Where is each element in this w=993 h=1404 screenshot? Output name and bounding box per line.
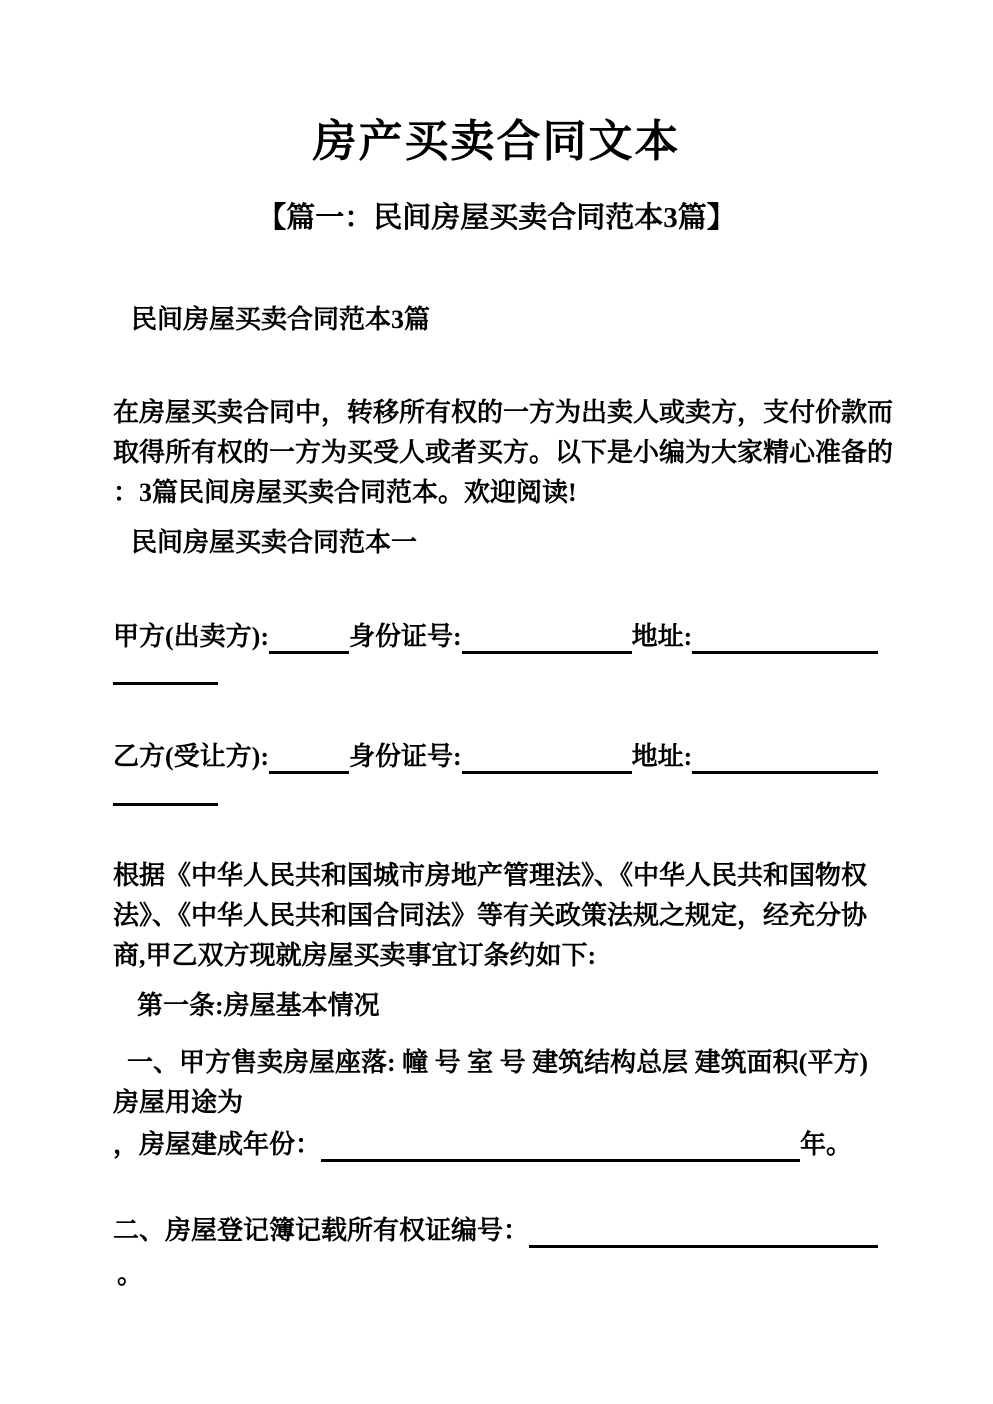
article1-heading: 第一条:房屋基本情况	[137, 991, 380, 1020]
party-a-addr-blank	[692, 621, 878, 654]
intro-paragraph-line: 在房屋买卖合同中，转移所有权的一方为出卖人或卖方，支付价款而	[113, 398, 894, 427]
party-b-addr-label: 地址:	[631, 742, 693, 771]
clause2-label: 二、房屋登记簿记载所有权证编号：	[113, 1216, 530, 1245]
party-a-addr-blank-continuation	[113, 682, 218, 685]
party-b-id-label: 身份证号:	[348, 742, 462, 771]
intro-paragraph-line: ：3篇民间房屋买卖合同范本。欢迎阅读!	[113, 478, 577, 507]
party-a-name-label: 甲方(出卖方):	[113, 622, 269, 651]
section-heading-sample1: 民间房屋买卖合同范本一	[131, 528, 418, 557]
legal-paragraph-line: 商,甲乙双方现就房屋买卖事宜订条约如下:	[113, 941, 597, 970]
trailing-period: 。	[117, 1260, 144, 1289]
legal-paragraph-line: 根据《中华人民共和国城市房地产管理法》、《中华人民共和国物权	[113, 861, 868, 890]
page-title: 房产买卖合同文本	[312, 117, 681, 166]
clause1-year-blank	[321, 1129, 800, 1162]
party-b-row	[113, 736, 878, 774]
party-a-id-label: 身份证号:	[348, 622, 462, 651]
party-a-name-blank	[269, 621, 349, 654]
party-a-row	[113, 616, 878, 654]
party-a-id-blank	[462, 621, 632, 654]
clause1-year-label: ，房屋建成年份：	[113, 1130, 322, 1159]
party-b-name-label: 乙方(受让方):	[113, 742, 269, 771]
party-b-name-blank	[269, 741, 349, 774]
party-b-addr-blank-continuation	[113, 803, 218, 806]
legal-paragraph-line: 法》、《中华人民共和国合同法》等有关政策法规之规定，经充分协	[113, 901, 868, 930]
party-b-addr-blank	[692, 741, 878, 774]
clause1-line2: 房屋用途为	[113, 1088, 244, 1117]
clause1-line1: 一、甲方售卖房屋座落: 幢 号 室 号 建筑结构总层 建筑面积(平方)	[127, 1048, 868, 1077]
party-a-addr-label: 地址:	[631, 622, 693, 651]
clause2-row	[113, 1210, 878, 1248]
page-subtitle: 【篇一：民间房屋买卖合同范本3篇】	[257, 202, 736, 234]
section-heading-intro: 民间房屋买卖合同范本3篇	[131, 305, 431, 334]
clause1-year-row	[113, 1126, 852, 1162]
clause1-year-suffix: 年。	[799, 1130, 852, 1159]
clause2-cert-blank	[529, 1215, 878, 1248]
party-b-id-blank	[462, 741, 632, 774]
intro-paragraph-line: 取得所有权的一方为买受人或者买方。以下是小编为大家精心准备的	[113, 438, 894, 467]
